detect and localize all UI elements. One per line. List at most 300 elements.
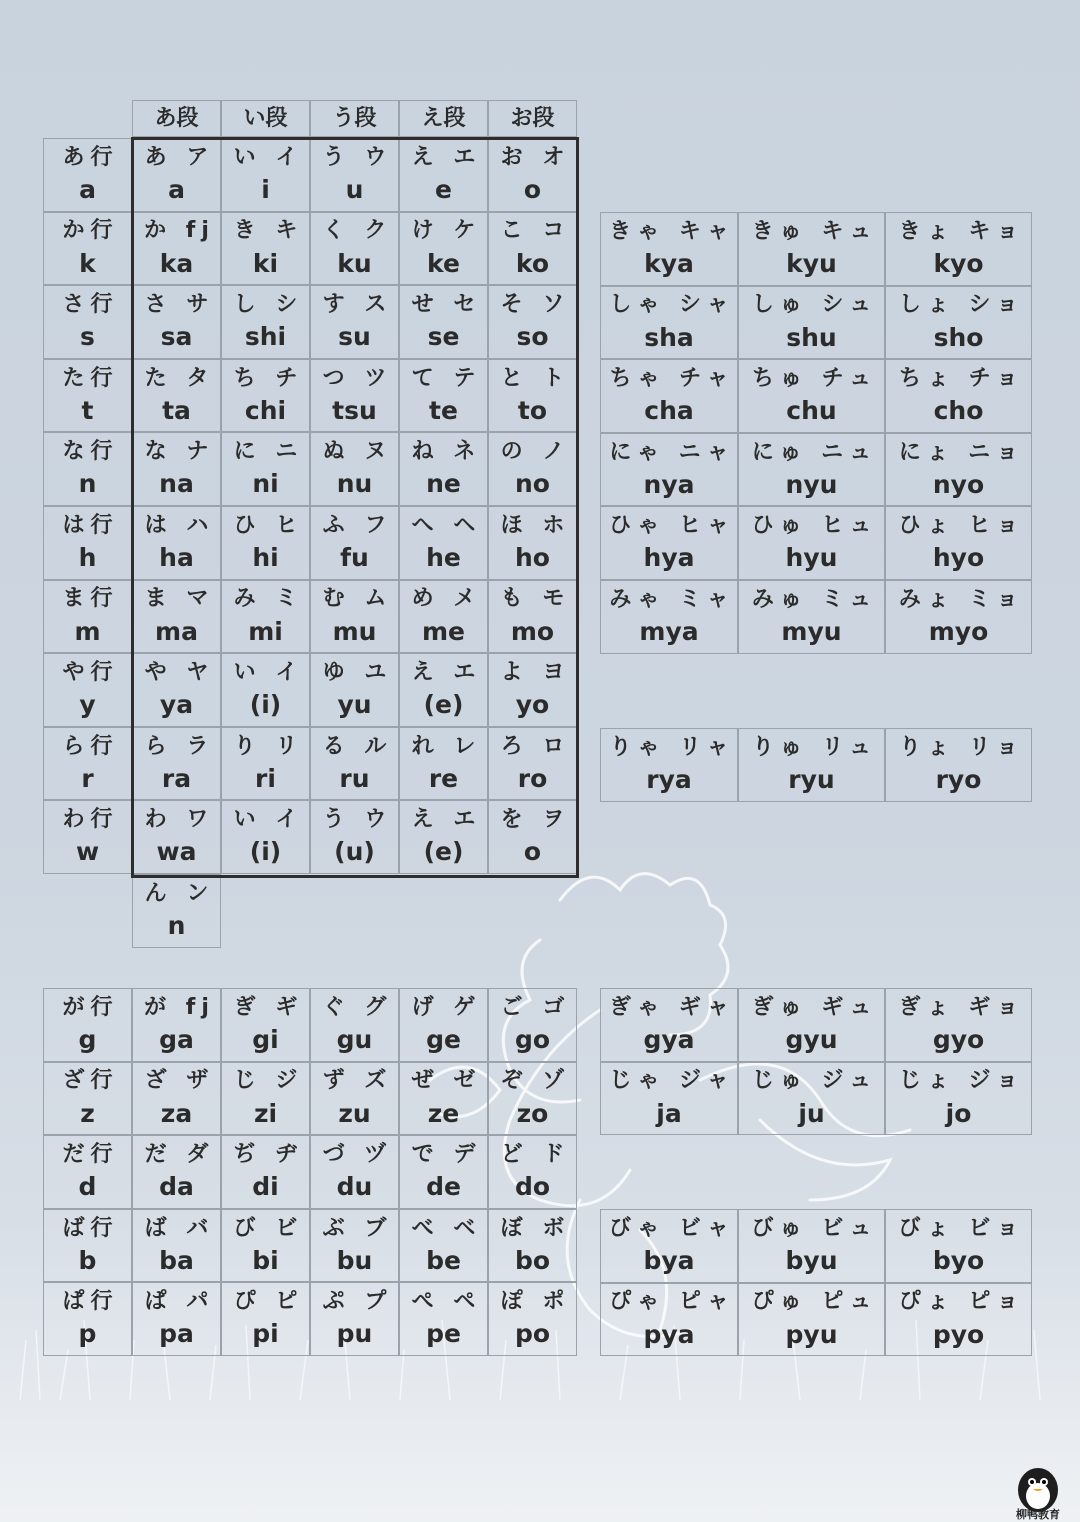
romaji-label: p [78, 1319, 97, 1349]
column-header-label: い段 [243, 105, 288, 131]
kana-label: て テ [411, 365, 482, 391]
romaji-label: bi [252, 1245, 279, 1275]
kana-label: ぬ ヌ [322, 439, 393, 465]
kana-cell [310, 212, 399, 286]
romaji-label: so [516, 322, 549, 352]
romaji-label: du [336, 1172, 373, 1202]
youon-cell [885, 728, 1032, 802]
youon-cell [600, 1283, 738, 1357]
kana-label: う ウ [322, 144, 393, 170]
romaji-label: kya [644, 249, 694, 279]
romaji-label: he [426, 543, 461, 573]
kana-label: しょ ショ [898, 292, 1025, 318]
romaji-label: ma [155, 616, 198, 646]
kana-label: そ ソ [500, 291, 571, 317]
romaji-label: rya [646, 765, 692, 795]
kana-label: ぎょ ギョ [898, 994, 1025, 1020]
romaji-label: kyo [933, 249, 984, 279]
kana-label: ま マ [144, 586, 215, 612]
romaji-label: myo [928, 617, 989, 647]
kana-label: す ス [322, 291, 393, 317]
row-header [43, 1135, 132, 1209]
youon-cell [738, 1209, 885, 1283]
kana-label: ぴゃ ピャ [609, 1289, 735, 1315]
kana-label: わ行 [62, 807, 119, 833]
kana-label: ぴゅ ピュ [751, 1289, 878, 1315]
romaji-label: be [426, 1245, 461, 1275]
kana-label: あ ア [144, 144, 215, 170]
kana-cell [221, 359, 310, 433]
romaji-label: (i) [249, 690, 282, 720]
column-header [310, 100, 399, 137]
kana-cell [310, 800, 399, 874]
romaji-label: gu [336, 1025, 373, 1055]
kana-cell [399, 1282, 488, 1356]
youon-cell [738, 580, 885, 654]
romaji-label: zi [253, 1098, 278, 1128]
kana-cell [221, 212, 310, 286]
kana-label: みょ ミョ [898, 586, 1025, 612]
romaji-label: ra [161, 763, 192, 793]
romaji-label: ni [252, 469, 279, 499]
kana-label: や ヤ [144, 659, 215, 685]
kana-cell [399, 580, 488, 654]
kana-cell [132, 988, 221, 1062]
kana-label: きゃ キャ [609, 218, 735, 244]
kana-label: め メ [411, 586, 482, 612]
romaji-label: hya [643, 543, 695, 573]
romaji-label: po [514, 1319, 551, 1349]
youon-cell [738, 506, 885, 580]
romaji-label: pe [426, 1319, 461, 1349]
column-header-label: う段 [332, 105, 377, 131]
romaji-label: nu [336, 469, 373, 499]
youon-cell [738, 359, 885, 433]
romaji-label: z [80, 1098, 95, 1128]
kana-label: の ノ [500, 439, 571, 465]
kana-cell [221, 1282, 310, 1356]
youon-cell [885, 1209, 1032, 1283]
kana-label: ど ド [500, 1141, 571, 1167]
row-header [43, 138, 132, 212]
romaji-label: ju [798, 1098, 825, 1128]
youon-cell [600, 286, 738, 360]
romaji-label: ke [427, 248, 460, 278]
romaji-label: e [435, 175, 452, 205]
kana-cell [399, 138, 488, 212]
romaji-label: zu [338, 1098, 371, 1128]
column-header [221, 100, 310, 137]
kana-cell [310, 727, 399, 801]
kana-label: い イ [233, 807, 304, 833]
kana-label: ば バ [144, 1215, 215, 1241]
romaji-label: shi [244, 322, 287, 352]
youon-cell [885, 1283, 1032, 1357]
kana-cell [221, 727, 310, 801]
youon-cell [738, 988, 885, 1062]
kana-label: ちゅ チュ [752, 365, 877, 391]
romaji-label: ba [159, 1245, 194, 1275]
kana-label: ちょ チョ [899, 365, 1024, 391]
kana-label: と ト [500, 365, 571, 391]
kana-cell [310, 359, 399, 433]
romaji-label: chi [244, 395, 287, 425]
kana-label: え エ [411, 144, 482, 170]
romaji-label: jo [945, 1098, 972, 1128]
column-header [132, 100, 221, 137]
kana-label: じょ ジョ [898, 1068, 1025, 1094]
romaji-label: ne [426, 469, 461, 499]
romaji-label: gyu [785, 1025, 838, 1055]
romaji-label: (e) [423, 837, 464, 867]
kana-label: ぎゃ ギャ [609, 994, 735, 1020]
kana-cell [132, 1135, 221, 1209]
romaji-label: pya [643, 1319, 695, 1349]
kana-cell [488, 506, 577, 580]
youon-cell [885, 988, 1032, 1062]
kana-label: び ビ [233, 1215, 304, 1241]
kana-cell [488, 432, 577, 506]
romaji-label: zo [516, 1098, 549, 1128]
row-header [43, 653, 132, 727]
youon-cell [600, 728, 738, 802]
romaji-label: n [78, 469, 97, 499]
romaji-label: a [79, 175, 96, 205]
kana-label: り リ [233, 733, 304, 759]
kana-cell [132, 506, 221, 580]
kana-label: る ル [322, 733, 393, 759]
row-header [43, 285, 132, 359]
romaji-label: ro [517, 763, 548, 793]
romaji-label: pi [252, 1319, 279, 1349]
row-header [43, 506, 132, 580]
row-header [43, 1282, 132, 1356]
kana-label: か fj [144, 218, 215, 244]
column-header [488, 100, 577, 137]
kana-label: た行 [62, 365, 119, 391]
kana-cell [399, 1135, 488, 1209]
kana-cell [399, 212, 488, 286]
kana-label: わ ワ [144, 807, 215, 833]
kana-cell [310, 506, 399, 580]
kana-label: ご ゴ [500, 994, 571, 1020]
romaji-label: y [79, 690, 96, 720]
romaji-label: u [345, 175, 364, 205]
row-header [43, 212, 132, 286]
romaji-label: do [514, 1172, 551, 1202]
kana-cell [310, 988, 399, 1062]
romaji-label: byo [932, 1246, 985, 1276]
kana-label: や行 [62, 659, 119, 685]
kana-label: だ行 [62, 1141, 119, 1167]
row-header [43, 359, 132, 433]
romaji-label: t [81, 395, 94, 425]
kana-label: ぺ ペ [411, 1289, 482, 1315]
kana-label: ひょ ヒョ [898, 513, 1025, 539]
kana-label: みゃ ミャ [609, 586, 735, 612]
romaji-label: ta [162, 395, 191, 425]
kana-label: く ク [322, 218, 393, 244]
kana-cell [310, 580, 399, 654]
kana-label: は ハ [144, 512, 215, 538]
kana-label: ひゅ ヒュ [751, 513, 878, 539]
youon-cell [738, 286, 885, 360]
kana-label: ら行 [62, 733, 119, 759]
kana-label: ざ ザ [144, 1068, 215, 1094]
kana-label: は行 [62, 512, 119, 538]
romaji-label: hyu [785, 543, 838, 573]
youon-cell [738, 433, 885, 507]
kana-label: こ コ [500, 218, 571, 244]
kana-label: びゃ ビャ [609, 1215, 735, 1241]
kana-label: にょ ニョ [898, 439, 1025, 465]
romaji-label: re [428, 763, 459, 793]
kana-label: りょ リョ [899, 734, 1024, 760]
kana-label: ゆ ユ [322, 659, 393, 685]
romaji-label: ze [427, 1098, 460, 1128]
romaji-label: nyo [932, 469, 985, 499]
kana-label: せ セ [411, 291, 482, 317]
kana-cell [399, 285, 488, 359]
kana-label: い イ [233, 144, 304, 170]
romaji-label: ryu [788, 765, 835, 795]
kana-label: さ サ [144, 291, 215, 317]
romaji-label: ko [515, 248, 550, 278]
romaji-label: yo [515, 690, 550, 720]
youon-cell [885, 1062, 1032, 1136]
kana-label: しゅ シュ [751, 292, 878, 318]
row-header [43, 727, 132, 801]
romaji-label: na [159, 469, 194, 499]
youon-cell [738, 728, 885, 802]
romaji-label: k [79, 248, 96, 278]
kana-label: よ ヨ [500, 659, 571, 685]
romaji-label: w [75, 837, 100, 867]
kana-cell [488, 800, 577, 874]
row-header [43, 580, 132, 654]
romaji-label: mo [510, 616, 555, 646]
kana-label: え エ [411, 659, 482, 685]
romaji-label: ki [252, 248, 279, 278]
kana-cell [399, 432, 488, 506]
romaji-label: d [78, 1172, 97, 1202]
kana-label: ぞ ゾ [500, 1068, 571, 1094]
kana-cell [399, 1062, 488, 1136]
youon-cell [600, 359, 738, 433]
romaji-label: mu [332, 616, 377, 646]
kana-label: ちゃ チャ [609, 365, 735, 391]
kana-label: み ミ [233, 586, 304, 612]
column-header-label: え段 [421, 105, 466, 131]
kana-cell [488, 653, 577, 727]
romaji-label: a [168, 175, 185, 205]
kana-label: ざ行 [62, 1068, 119, 1094]
column-header-label: お段 [510, 105, 555, 131]
kana-cell [310, 285, 399, 359]
kana-cell [221, 580, 310, 654]
kana-label: ぎ ギ [233, 994, 304, 1020]
romaji-label: mya [639, 617, 699, 647]
kana-cell [488, 580, 577, 654]
row-header [43, 988, 132, 1062]
kana-cell [488, 212, 577, 286]
kana-cell [488, 359, 577, 433]
romaji-label: cha [644, 396, 694, 426]
romaji-label: b [78, 1245, 97, 1275]
romaji-label: ya [159, 690, 194, 720]
kana-label: にゅ ニュ [751, 439, 878, 465]
romaji-label: myu [781, 617, 842, 647]
kana-label: た タ [144, 365, 215, 391]
youon-cell [600, 212, 738, 286]
romaji-label: gi [252, 1025, 279, 1055]
kana-label: ぴ ピ [233, 1289, 304, 1315]
romaji-label: shu [786, 322, 837, 352]
kana-cell [310, 432, 399, 506]
kana-label: も モ [500, 586, 571, 612]
kana-cell [132, 1062, 221, 1136]
romaji-label: sho [933, 322, 984, 352]
romaji-label: g [78, 1025, 97, 1055]
kana-label: ぎゅ ギュ [751, 994, 878, 1020]
kana-label: びょ ビョ [898, 1215, 1025, 1241]
kana-cell [488, 727, 577, 801]
kana-cell [221, 432, 310, 506]
romaji-label: h [78, 543, 97, 573]
kana-cell [399, 506, 488, 580]
kana-label: しゃ シャ [609, 292, 735, 318]
romaji-label: fu [340, 543, 369, 573]
kana-cell [132, 432, 221, 506]
kana-cell [221, 138, 310, 212]
kana-cell [399, 727, 488, 801]
kana-label: きょ キョ [898, 218, 1025, 244]
youon-cell [600, 1209, 738, 1283]
romaji-label: za [160, 1098, 193, 1128]
youon-cell [738, 1062, 885, 1136]
kana-label: じゃ ジャ [609, 1068, 735, 1094]
kana-label: で デ [411, 1141, 482, 1167]
romaji-label: yu [337, 690, 372, 720]
romaji-label: i [261, 175, 270, 205]
youon-cell [885, 286, 1032, 360]
kana-cell [221, 800, 310, 874]
kana-cell [221, 506, 310, 580]
romaji-label: bu [336, 1245, 373, 1275]
romaji-label: chu [786, 396, 837, 426]
kana-label: べ ベ [411, 1215, 482, 1241]
youon-cell [885, 359, 1032, 433]
kana-cell [488, 988, 577, 1062]
youon-cell [600, 506, 738, 580]
romaji-label: o [523, 175, 542, 205]
kana-label: きゅ キュ [751, 218, 878, 244]
kana-label: りゅ リュ [752, 734, 877, 760]
romaji-label: kyu [786, 249, 837, 279]
kana-label: あ行 [62, 144, 119, 170]
kana-label: びゅ ビュ [751, 1215, 878, 1241]
kana-cell [132, 1209, 221, 1283]
romaji-label: ryo [935, 765, 982, 795]
kana-label: つ ツ [322, 365, 393, 391]
romaji-label: nya [643, 469, 695, 499]
row-header [43, 432, 132, 506]
kana-cell [221, 988, 310, 1062]
kana-cell [310, 1135, 399, 1209]
kana-cell [399, 653, 488, 727]
romaji-label: r [81, 763, 94, 793]
romaji-label: mi [248, 616, 283, 646]
kana-cell [399, 359, 488, 433]
romaji-label: pyu [785, 1319, 838, 1349]
kana-cell [132, 285, 221, 359]
kana-label: ぴょ ピョ [898, 1289, 1025, 1315]
youon-cell [600, 433, 738, 507]
kana-cell [310, 1062, 399, 1136]
kana-label: む ム [322, 586, 393, 612]
romaji-label: ha [159, 543, 194, 573]
kana-label: れ レ [411, 733, 482, 759]
kana-label: ね ネ [411, 439, 482, 465]
romaji-label: gyo [932, 1025, 985, 1055]
kana-label: にゃ ニャ [609, 439, 735, 465]
romaji-label: (u) [334, 837, 375, 867]
kana-label: げ ゲ [411, 994, 482, 1020]
youon-cell [600, 988, 738, 1062]
youon-cell [885, 433, 1032, 507]
kana-label: う ウ [322, 807, 393, 833]
romaji-label: te [429, 395, 458, 425]
romaji-label: gya [643, 1025, 695, 1055]
kana-cell [399, 800, 488, 874]
kana-label: ひゃ ヒャ [609, 513, 735, 539]
kana-label: お オ [500, 144, 571, 170]
kana-label: が行 [62, 994, 119, 1020]
kana-label: ん ン [144, 880, 215, 906]
kana-label: へ ヘ [411, 512, 482, 538]
kana-label: か行 [62, 218, 119, 244]
romaji-label: o [523, 837, 542, 867]
kana-cell [221, 1062, 310, 1136]
romaji-label: de [426, 1172, 461, 1202]
kana-label: づ ヅ [322, 1141, 393, 1167]
kana-cell-n [132, 874, 221, 948]
kana-label: が fj [144, 994, 215, 1020]
kana-label: ら ラ [144, 733, 215, 759]
kana-cell [310, 1282, 399, 1356]
kana-cell [132, 580, 221, 654]
kana-label: ひ ヒ [233, 512, 304, 538]
kana-cell [221, 1209, 310, 1283]
romaji-label: ri [255, 763, 276, 793]
kana-cell [132, 138, 221, 212]
kana-label: ま行 [62, 586, 119, 612]
romaji-label: hyo [932, 543, 985, 573]
kana-label: りゃ リャ [609, 734, 735, 760]
kana-label: じ ジ [233, 1068, 304, 1094]
romaji-label: da [159, 1172, 194, 1202]
romaji-label: ge [426, 1025, 461, 1055]
kana-cell [221, 1135, 310, 1209]
kana-label: じゅ ジュ [751, 1068, 878, 1094]
romaji-label: se [427, 322, 460, 352]
kana-cell [132, 800, 221, 874]
romaji-label: n [167, 911, 186, 941]
kana-label: ぢ ヂ [233, 1141, 304, 1167]
kana-cell [310, 138, 399, 212]
kana-cell [310, 1209, 399, 1283]
kana-cell [221, 285, 310, 359]
